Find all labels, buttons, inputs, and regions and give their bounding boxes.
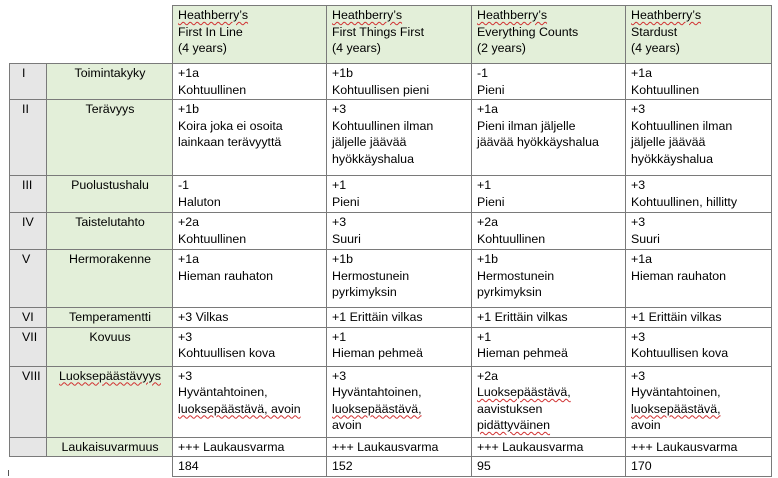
total-score: 184 (173, 457, 327, 477)
score-value: +3 Vilkas (178, 310, 229, 324)
score-description: Kohtuullinen (477, 231, 546, 246)
score-cell (472, 64, 626, 100)
score-cell (173, 100, 327, 176)
score-description: jäljelle jäävää (631, 135, 706, 149)
score-description: Hyväntahtoinen, (631, 385, 721, 399)
score-cell (472, 308, 626, 328)
score-cell (327, 213, 472, 250)
trait-row (10, 308, 772, 328)
score-value: +2a (178, 215, 200, 229)
score-value: +1 Erittäin vilkas (631, 310, 722, 324)
score-value: +1a (178, 66, 200, 80)
trait-row (10, 327, 772, 366)
trait-row (10, 366, 772, 437)
score-cell (472, 213, 626, 250)
score-cell (173, 176, 327, 213)
score-description: Pieni (477, 82, 505, 97)
trait-row (10, 176, 772, 213)
column-header-dog-2 (327, 6, 472, 64)
column-header-dog-1 (173, 6, 327, 64)
score-cell (327, 100, 472, 176)
score-value: +1b (332, 66, 354, 80)
score-value: +3 (631, 102, 646, 116)
score-cell (173, 437, 327, 457)
score-value: +3 (631, 178, 646, 192)
score-value: +1 Erittäin vilkas (332, 310, 423, 324)
score-description: Kohtuullisen kova (631, 346, 729, 360)
score-cell (472, 366, 626, 437)
score-description: Kohtuullinen ilman (332, 118, 434, 133)
score-value: +3 (178, 329, 193, 344)
score-description: Hermostunein (332, 268, 410, 283)
trait-name (47, 250, 173, 308)
trait-number: IV (10, 213, 47, 250)
score-description: Luoksepäästävä, (477, 385, 571, 399)
score-description: Kohtuullinen, hillitty (631, 194, 738, 209)
score-cell (173, 366, 327, 437)
score-cell (173, 327, 327, 366)
trait-name (47, 176, 173, 213)
score-description: pidättyväinen (477, 418, 551, 432)
score-description: Hyväntahtoinen, (332, 385, 422, 399)
score-description: jäljelle jäävää (332, 135, 407, 149)
trait-number: VIII (10, 366, 47, 437)
score-cell (626, 100, 772, 176)
score-description: Pieni (332, 194, 360, 209)
trait-name (47, 308, 173, 328)
score-description: Kohtuullinen (631, 82, 700, 97)
trait-name (47, 64, 173, 100)
score-cell (472, 437, 626, 457)
score-value: +3 (178, 368, 193, 383)
score-cell (327, 366, 472, 437)
score-description: Hieman pehmeä (477, 346, 568, 360)
dog-kennel-name: Heathberry’s (178, 8, 249, 22)
score-description: Kohtuullisen kova (178, 346, 276, 360)
trait-label: Kovuus (89, 329, 131, 344)
score-description: Hieman rauhaton (631, 268, 727, 283)
score-value: +++ Laukausvarma (477, 439, 584, 454)
score-value: +3 (332, 102, 347, 116)
score-value: +1a (178, 252, 200, 266)
trait-number: II (10, 100, 47, 176)
score-description: Suuri (631, 231, 660, 246)
score-cell (472, 250, 626, 308)
score-value: -1 (178, 178, 190, 192)
score-cell (472, 176, 626, 213)
score-description: pyrkimyksin (332, 285, 397, 299)
score-cell (626, 437, 772, 457)
score-description: pyrkimyksin (477, 285, 542, 299)
score-cell (173, 308, 327, 328)
table-body (10, 6, 772, 477)
trait-number: VI (10, 308, 47, 328)
score-description: hyökkäyshalua (631, 151, 713, 166)
evaluation-table (9, 5, 772, 477)
score-value: +1a (477, 102, 499, 116)
dog-age: (4 years) (178, 41, 227, 55)
page-mark (8, 470, 9, 476)
trait-name (47, 213, 173, 250)
score-cell (173, 64, 327, 100)
dog-name: Everything Counts (477, 24, 579, 39)
score-description: Hieman pehmeä (332, 346, 423, 360)
score-value: +3 (631, 329, 646, 344)
dog-kennel-name: Heathberry’s (332, 8, 403, 22)
score-description: Suuri (332, 231, 361, 246)
score-description: Kohtuullinen ilman (631, 118, 733, 133)
score-cell (626, 327, 772, 366)
trait-label: Laukaisuvarmuus (61, 439, 159, 454)
trait-row (10, 64, 772, 100)
dog-name: First In Line (178, 24, 243, 39)
score-description: Pieni (477, 194, 505, 209)
score-description: Hyväntahtoinen, (178, 385, 268, 399)
score-value: -1 (477, 66, 489, 80)
dog-name: Stardust (631, 24, 678, 39)
score-value: +2a (477, 215, 499, 229)
total-score: 95 (472, 457, 626, 477)
score-value: +1 (332, 329, 347, 344)
dog-age: (4 years) (332, 41, 381, 55)
trait-number (10, 437, 47, 457)
dog-kennel-name: Heathberry’s (631, 8, 702, 22)
score-value: +1 (332, 178, 347, 192)
empty-corner-cell (47, 6, 173, 64)
total-score: 170 (626, 457, 772, 477)
empty-cell (47, 457, 173, 477)
trait-name (47, 100, 173, 176)
score-value: +++ Laukausvarma (631, 439, 738, 454)
score-description: Pieni ilman jäljelle (477, 118, 576, 133)
score-value: +3 (631, 215, 646, 229)
score-cell (327, 327, 472, 366)
score-cell (173, 213, 327, 250)
score-value: +1a (631, 66, 653, 80)
dog-age: (4 years) (631, 41, 680, 55)
score-cell (626, 64, 772, 100)
score-cell (327, 308, 472, 328)
trait-label: Puolustushalu (71, 178, 149, 192)
score-cell (327, 64, 472, 100)
score-value: +1b (332, 252, 354, 266)
score-cell (626, 176, 772, 213)
score-cell (626, 250, 772, 308)
score-description: Koira joka ei osoita (178, 118, 283, 133)
score-value: +1b (477, 252, 499, 266)
score-description: avoin (631, 418, 661, 432)
score-value: +2a (477, 368, 499, 383)
score-description: lainkaan terävyyttä (178, 135, 282, 149)
trait-label: Taistelutahto (75, 215, 145, 229)
trait-row (10, 437, 772, 457)
trait-name (47, 327, 173, 366)
trait-name (47, 366, 173, 437)
empty-cell (10, 457, 47, 477)
score-description: Kohtuullinen (178, 231, 247, 246)
trait-label: Luoksepäästävyys (59, 368, 161, 383)
trait-label: Hermorakenne (69, 252, 151, 266)
score-description: Kohtuullisen pieni (332, 82, 430, 97)
score-description: Hermostunein (477, 268, 555, 283)
score-description: luoksepäästävä, avoin (178, 401, 301, 416)
trait-label: Toimintakyky (74, 66, 146, 80)
column-header-dog-4 (626, 6, 772, 64)
totals-row (10, 457, 772, 477)
trait-row (10, 213, 772, 250)
trait-label: Terävyys (85, 102, 135, 116)
score-description: luoksepäästävä, (332, 401, 422, 416)
score-description: hyökkäyshalua (332, 151, 414, 166)
score-value: +1 Erittäin vilkas (477, 310, 568, 324)
score-value: +3 (332, 215, 347, 229)
score-description: aavistuksen (477, 401, 543, 416)
dog-kennel-name: Heathberry’s (477, 8, 548, 22)
trait-number: V (10, 250, 47, 308)
score-cell (472, 327, 626, 366)
dog-age: (2 years) (477, 41, 526, 55)
score-cell (626, 308, 772, 328)
score-description: avoin (332, 418, 362, 432)
trait-row (10, 250, 772, 308)
trait-number: III (10, 176, 47, 213)
score-description: luoksepäästävä, (631, 401, 721, 416)
score-value: +3 (332, 368, 347, 383)
header-row (10, 6, 772, 64)
score-value: +1a (631, 252, 653, 266)
trait-name (47, 437, 173, 457)
dog-name: First Things First (332, 24, 425, 39)
score-value: +++ Laukausvarma (178, 439, 285, 454)
total-score: 152 (327, 457, 472, 477)
score-cell (327, 437, 472, 457)
score-cell (472, 100, 626, 176)
column-header-dog-3 (472, 6, 626, 64)
evaluation-document (9, 5, 772, 477)
trait-label: Temperamentti (69, 310, 151, 324)
trait-number: I (10, 64, 47, 100)
score-cell (327, 250, 472, 308)
score-value: +3 (631, 368, 646, 383)
score-description: Kohtuullinen (178, 82, 247, 97)
score-description: jäävää hyökkäyshalua (477, 135, 599, 149)
score-cell (626, 366, 772, 437)
score-cell (626, 213, 772, 250)
score-value: +++ Laukausvarma (332, 439, 439, 454)
empty-corner-cell (10, 6, 47, 64)
score-description: Haluton (178, 194, 221, 209)
score-value: +1 (477, 178, 492, 192)
trait-row (10, 100, 772, 176)
score-cell (173, 250, 327, 308)
score-cell (327, 176, 472, 213)
trait-number: VII (10, 327, 47, 366)
score-description: Hieman rauhaton (178, 268, 274, 283)
score-value: +1b (178, 102, 200, 116)
score-value: +1 (477, 329, 492, 344)
